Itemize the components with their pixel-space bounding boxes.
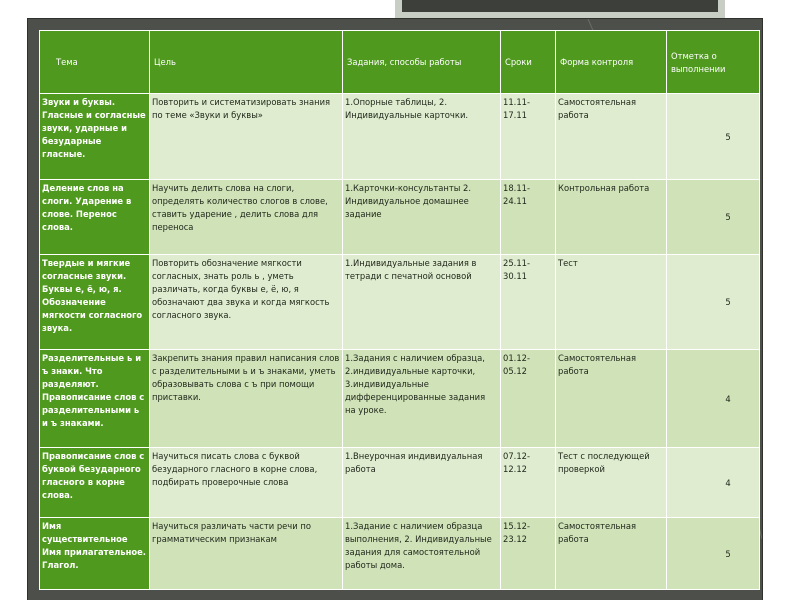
row-tasks: 1.Задание с наличием образца выполнения, 2. Индивидуальные задания для самостоятельной работы дома. <box>343 518 501 590</box>
row-control: Самостоятельная работа <box>556 350 667 448</box>
row-tasks: 1.Опорные таблицы, 2. Индивидуальные карточки. <box>343 94 501 180</box>
row-mark-value: 4 <box>725 393 731 404</box>
row-goal: Научить делить слова на слоги, определять количество слогов в слове, ставить ударение , делить слова для переноса <box>150 180 343 255</box>
row-mark <box>667 350 760 448</box>
slide <box>28 19 762 600</box>
header-control: Форма контроля <box>556 31 667 94</box>
table-row <box>40 94 760 180</box>
row-goal: Научиться писать слова с буквой безударного гласного в корне слова, подбирать проверочные слова <box>150 448 343 518</box>
row-mark <box>667 448 760 518</box>
row-goal: Закрепить знания правил написания слов с разделительными ь и ъ знаками, уметь образовывать слова с ъ при помощи приставки. <box>150 350 343 448</box>
row-control: Контрольная работа <box>556 180 667 255</box>
header-row <box>40 31 760 94</box>
header-mark: Отметка о выполнении <box>667 31 760 94</box>
row-mark-value: 5 <box>725 131 731 142</box>
row-tasks: 1.Задания с наличием образца, 2.индивидуальные карточки, 3.индивидуальные дифференцированные задания на уроке. <box>343 350 501 448</box>
row-control: Тест с последующей проверкой <box>556 448 667 518</box>
row-topic: Деление слов на слоги. Ударение в слове. Перенос слова. <box>40 180 150 255</box>
row-topic: Правописание слов с буквой безударного гласного в корне слова. <box>40 448 150 518</box>
row-dates: 15.12-23.12 <box>501 518 556 590</box>
row-mark <box>667 94 760 180</box>
header-tasks: Задания, способы работы <box>343 31 501 94</box>
row-mark <box>667 180 760 255</box>
table-row <box>40 350 760 448</box>
row-topic: Имя существительное Имя прилагательное. Глагол. <box>40 518 150 590</box>
slide-top-bar <box>402 0 718 12</box>
row-topic: Разделительные ь и ъ знаки. Что разделяют. Правописание слов с разделительными ь и ъ знаками. <box>40 350 150 448</box>
row-dates: 07.12-12.12 <box>501 448 556 518</box>
row-mark <box>667 255 760 350</box>
row-goal: Повторить обозначение мягкости согласных, знать роль ь , уметь различать, когда буквы е, ё, ю, я обозначают два звука и когда мягкость согласного звука. <box>150 255 343 350</box>
row-control: Самостоятельная работа <box>556 94 667 180</box>
header-topic: Тема <box>40 31 150 94</box>
row-mark-value: 5 <box>725 212 731 223</box>
row-dates: 11.11-17.11 <box>501 94 556 180</box>
row-topic: Твердые и мягкие согласные звуки. Буквы е, ё, ю, я. Обозначение мягкости согласного звука. <box>40 255 150 350</box>
row-mark-value: 5 <box>725 297 731 308</box>
row-tasks: 1.Внеурочная индивидуальная работа <box>343 448 501 518</box>
row-mark <box>667 518 760 590</box>
table-row <box>40 180 760 255</box>
row-dates: 01.12-05.12 <box>501 350 556 448</box>
table-row <box>40 448 760 518</box>
table-row <box>40 518 760 590</box>
row-goal: Повторить и систематизировать знания по теме «Звуки и буквы» <box>150 94 343 180</box>
row-goal: Научиться различать части речи по грамматическим признакам <box>150 518 343 590</box>
row-control: Самостоятельная работа <box>556 518 667 590</box>
row-control: Тест <box>556 255 667 350</box>
header-goal: Цель <box>150 31 343 94</box>
row-topic: Звуки и буквы. Гласные и согласные звуки, ударные и безударные гласные. <box>40 94 150 180</box>
row-tasks: 1.Индивидуальные задания в тетради с печатной основой <box>343 255 501 350</box>
row-tasks: 1.Карточки-консультанты 2. Индивидуальное домашнее задание <box>343 180 501 255</box>
row-dates: 25.11-30.11 <box>501 255 556 350</box>
header-dates: Сроки <box>501 31 556 94</box>
table-row <box>40 255 760 350</box>
plan-table <box>39 30 760 590</box>
row-mark-value: 4 <box>725 477 731 488</box>
row-dates: 18.11-24.11 <box>501 180 556 255</box>
row-mark-value: 5 <box>725 548 731 559</box>
